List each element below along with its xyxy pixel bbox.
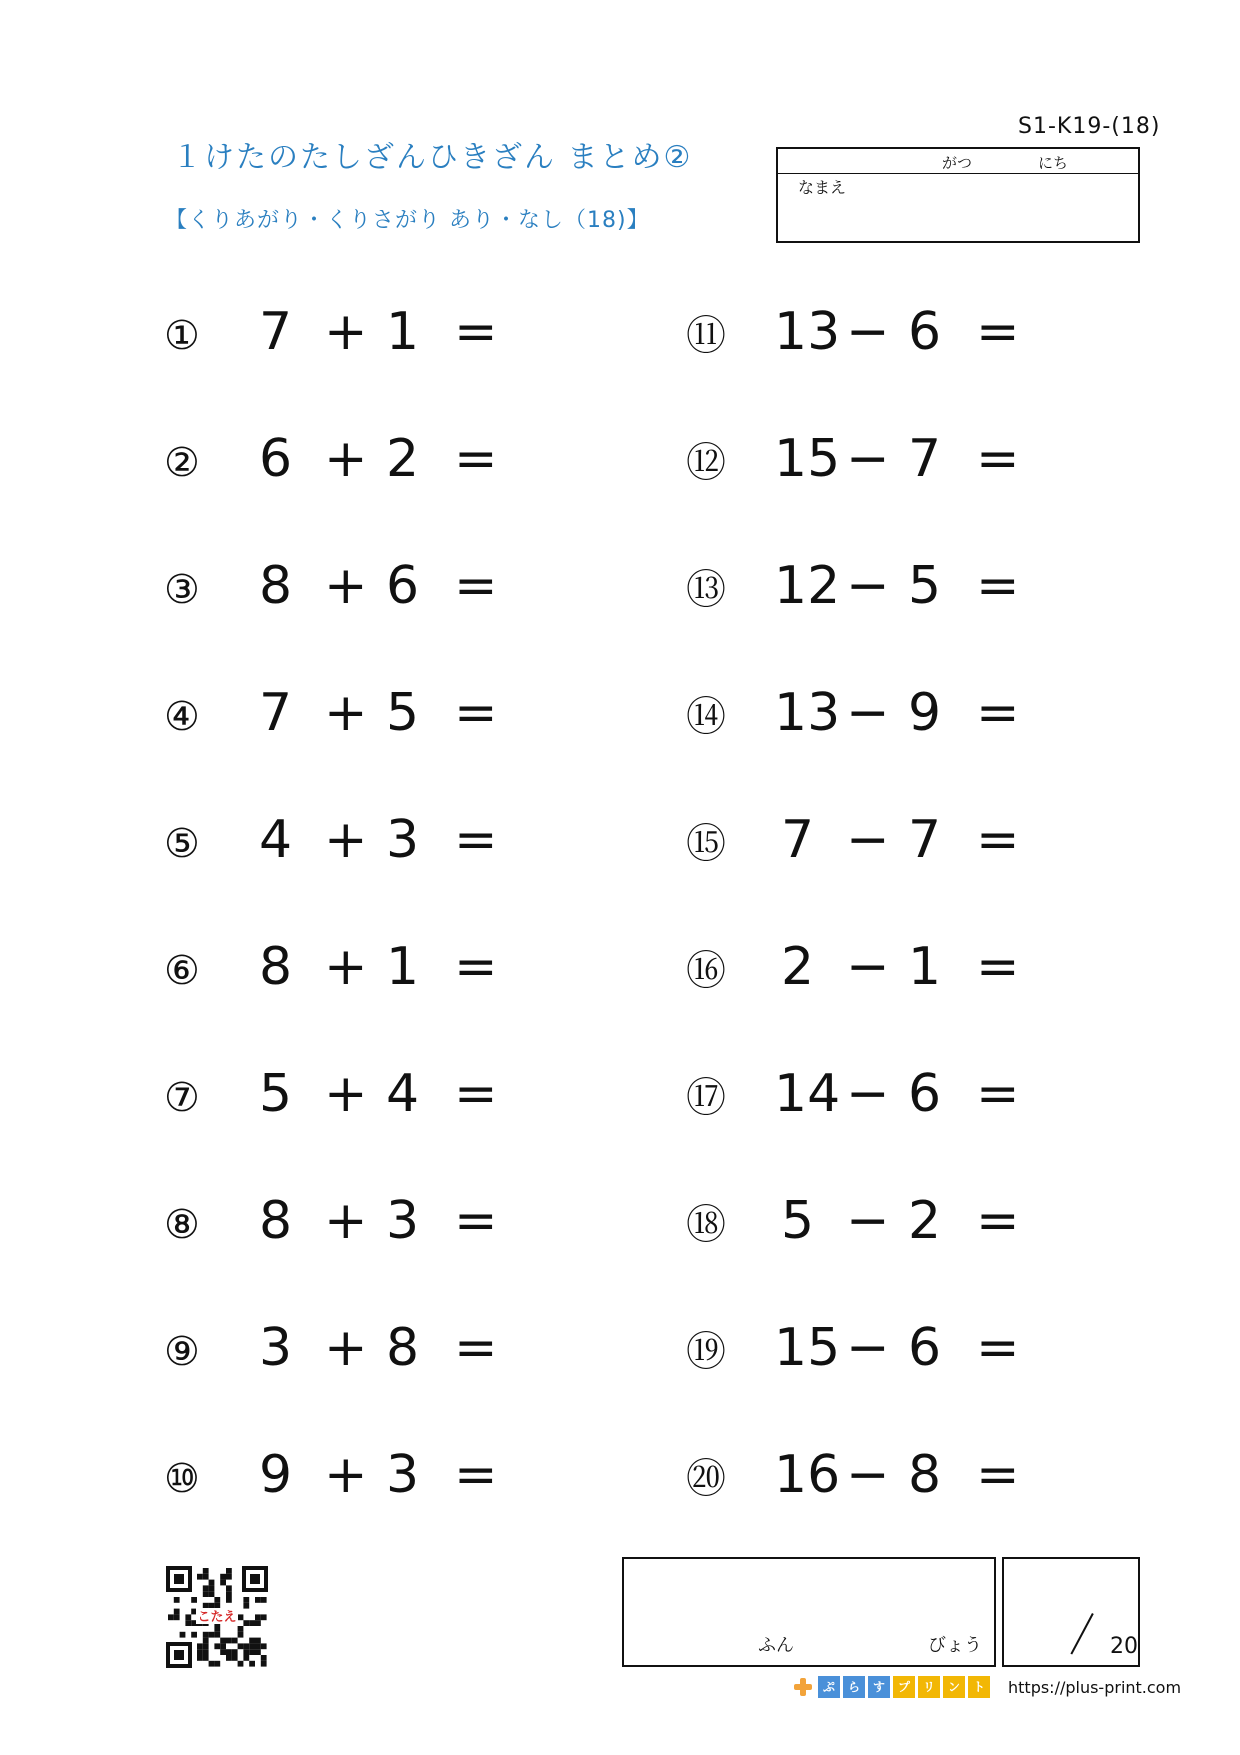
operand-a: 8 — [259, 556, 293, 616]
problem-number: ⑱ — [686, 1202, 726, 1248]
brand-char: ン — [943, 1676, 965, 1698]
operand-b: 5 — [386, 683, 420, 743]
operand-b: 6 — [908, 1318, 942, 1378]
brand-char: ぷ — [818, 1676, 840, 1698]
footer-url[interactable]: https://plus-print.com — [1008, 1677, 1182, 1697]
equals-sign: = — [454, 937, 498, 997]
score-total: 20 — [1110, 1634, 1138, 1659]
brand-char: リ — [918, 1676, 940, 1698]
operator: + — [324, 556, 368, 616]
minutes-label: ふん — [758, 1635, 794, 1656]
problem-number: ⑫ — [686, 440, 726, 486]
operand-b: 1 — [908, 937, 942, 997]
day-label: にち — [1038, 154, 1069, 172]
operator: − — [846, 302, 890, 362]
problem-number: ③ — [164, 567, 200, 613]
problem-number: ⑧ — [164, 1202, 200, 1248]
operand-b: 9 — [908, 683, 942, 743]
equals-sign: = — [454, 302, 498, 362]
operator: − — [846, 1318, 890, 1378]
operator: − — [846, 937, 890, 997]
time-box — [622, 1557, 996, 1667]
operand-a: 7 — [259, 683, 293, 743]
problem-number: ⑭ — [686, 694, 726, 740]
operand-a: 7 — [259, 302, 293, 362]
operand-a: 9 — [259, 1445, 293, 1505]
operator: − — [846, 1191, 890, 1251]
operator: − — [846, 1064, 890, 1124]
equals-sign: = — [454, 1445, 498, 1505]
operator: + — [324, 302, 368, 362]
operand-b: 8 — [386, 1318, 420, 1378]
problem-number: ② — [164, 440, 200, 486]
seconds-label: びょう — [928, 1635, 982, 1656]
problem-number: ⑤ — [164, 821, 200, 867]
operand-b: 6 — [908, 1064, 942, 1124]
operand-a: 5 — [781, 1191, 815, 1251]
operand-b: 4 — [386, 1064, 420, 1124]
operator: − — [846, 1445, 890, 1505]
operand-b: 2 — [386, 429, 420, 489]
operand-a: 16 — [774, 1445, 841, 1505]
brand-name — [818, 1676, 990, 1698]
operand-b: 6 — [908, 302, 942, 362]
score-box — [1002, 1557, 1140, 1667]
operand-a: 13 — [774, 302, 841, 362]
worksheet-code: S1-K19-(18) — [1018, 114, 1161, 139]
qr-code-icon[interactable] — [166, 1566, 268, 1668]
operand-a: 6 — [259, 429, 293, 489]
problem-number: ① — [164, 313, 200, 359]
name-label: なまえ — [798, 178, 847, 197]
month-label: がつ — [942, 154, 973, 172]
operand-b: 7 — [908, 429, 942, 489]
equals-sign: = — [454, 556, 498, 616]
operand-b: 2 — [908, 1191, 942, 1251]
operand-a: 13 — [774, 683, 841, 743]
equals-sign: = — [976, 1318, 1020, 1378]
operand-a: 15 — [774, 1318, 841, 1378]
equals-sign: = — [976, 810, 1020, 870]
operand-a: 12 — [774, 556, 841, 616]
operand-b: 1 — [386, 302, 420, 362]
equals-sign: = — [976, 302, 1020, 362]
equals-sign: = — [976, 1445, 1020, 1505]
problem-number: ⑦ — [164, 1075, 200, 1121]
worksheet-subtitle: 【くりあがり・くりさがり あり・なし（18)】 — [165, 208, 650, 233]
problem-number: ⑪ — [686, 313, 726, 359]
equals-sign: = — [454, 1064, 498, 1124]
operand-a: 7 — [781, 810, 815, 870]
operand-b: 5 — [908, 556, 942, 616]
plus-logo-icon — [792, 1676, 814, 1698]
operand-b: 8 — [908, 1445, 942, 1505]
operand-a: 5 — [259, 1064, 293, 1124]
operator: + — [324, 1191, 368, 1251]
operator: − — [846, 810, 890, 870]
operator: − — [846, 556, 890, 616]
equals-sign: = — [976, 1064, 1020, 1124]
operand-a: 8 — [259, 1191, 293, 1251]
operand-a: 15 — [774, 429, 841, 489]
problem-number: ⑲ — [686, 1329, 726, 1375]
operator: + — [324, 1318, 368, 1378]
operand-b: 3 — [386, 1191, 420, 1251]
problem-number: ⑨ — [164, 1329, 200, 1375]
operand-b: 1 — [386, 937, 420, 997]
equals-sign: = — [454, 1318, 498, 1378]
equals-sign: = — [976, 937, 1020, 997]
operand-b: 3 — [386, 810, 420, 870]
operand-a: 3 — [259, 1318, 293, 1378]
date-row[interactable] — [778, 149, 1138, 174]
brand-char: プ — [893, 1676, 915, 1698]
operator: + — [324, 810, 368, 870]
equals-sign: = — [976, 1191, 1020, 1251]
score-slash — [1070, 1613, 1093, 1655]
equals-sign: = — [976, 683, 1020, 743]
problem-number: ⑳ — [686, 1456, 726, 1502]
operand-a: 4 — [259, 810, 293, 870]
operator: + — [324, 683, 368, 743]
qr-answer-label: こたえ — [197, 1610, 237, 1625]
footer — [792, 1674, 1181, 1700]
problem-number: ⑮ — [686, 821, 726, 867]
name-date-box — [776, 147, 1140, 243]
equals-sign: = — [454, 1191, 498, 1251]
operand-b: 6 — [386, 556, 420, 616]
problem-number: ⑥ — [164, 948, 200, 994]
operator: + — [324, 937, 368, 997]
brand-char: ト — [968, 1676, 990, 1698]
equals-sign: = — [976, 556, 1020, 616]
operator: + — [324, 429, 368, 489]
operator: + — [324, 1064, 368, 1124]
equals-sign: = — [454, 683, 498, 743]
problem-number: ⑯ — [686, 948, 726, 994]
operator: + — [324, 1445, 368, 1505]
problem-number: ⑬ — [686, 567, 726, 613]
operator: − — [846, 429, 890, 489]
operand-b: 7 — [908, 810, 942, 870]
brand-char: す — [868, 1676, 890, 1698]
problem-number: ⑰ — [686, 1075, 726, 1121]
equals-sign: = — [454, 429, 498, 489]
equals-sign: = — [976, 429, 1020, 489]
equals-sign: = — [454, 810, 498, 870]
operand-b: 3 — [386, 1445, 420, 1505]
worksheet-title: １けたのたしざんひきざん まとめ② — [172, 140, 693, 175]
operand-a: 2 — [781, 937, 815, 997]
operator: − — [846, 683, 890, 743]
operand-a: 8 — [259, 937, 293, 997]
operand-a: 14 — [774, 1064, 841, 1124]
problem-number: ④ — [164, 694, 200, 740]
problem-number: ⑩ — [164, 1456, 200, 1502]
brand-char: ら — [843, 1676, 865, 1698]
